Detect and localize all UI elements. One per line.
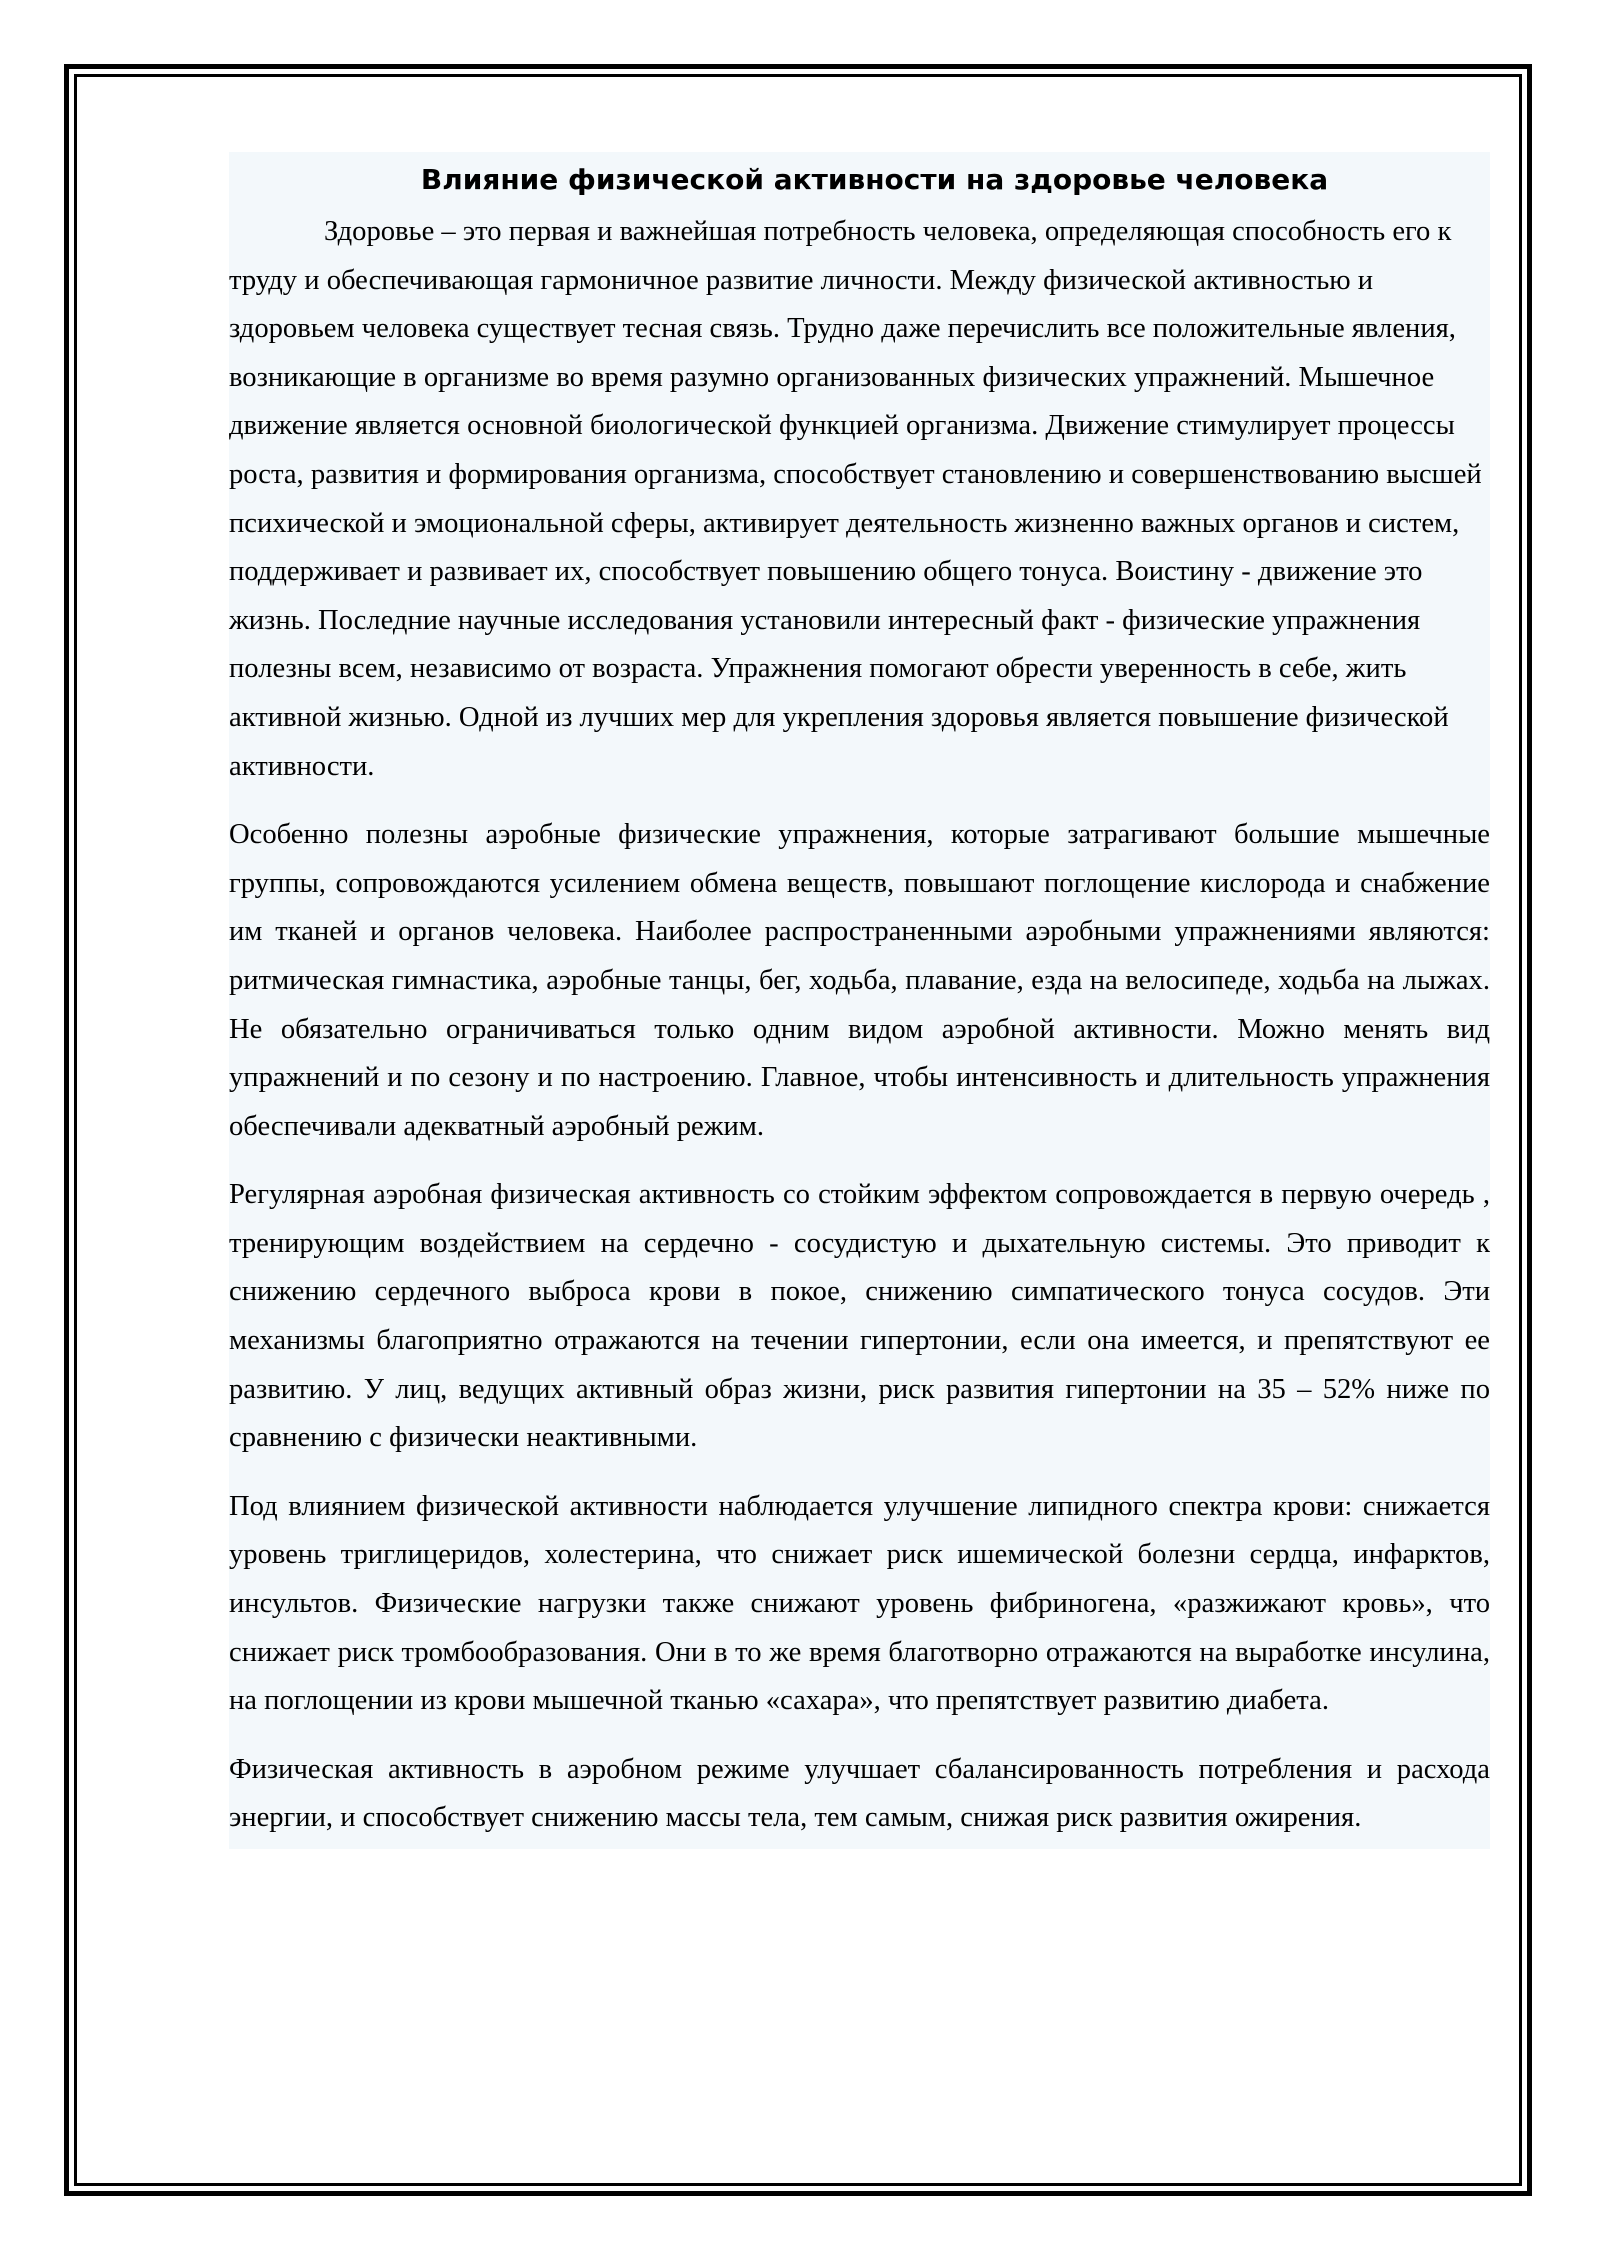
paragraph-aerobic-exercise: Особенно полезны аэробные физические упражнения, которые затрагивают большие мышечные группы, сопровождаются усилением обмена веществ, повышают поглощение кислорода и снабжение им тканей и органов человека. Наиболее распространенными аэробными упражнениями являются: ритмическая гимнастика, аэробные танцы, бег, ходьба, плавание, езда на велосипеде, ходьба на лыжах. Не обязательно ограничиваться только одним видом аэробной активности. Можно менять вид упражнений и по сезону и по настроению. Главное, чтобы интенсивность и длительность упражнения обеспечивали адекватный аэробный режим.: [229, 819, 1490, 1142]
paragraph-cardiovascular-effects: Регулярная аэробная физическая активность со стойким эффектом сопровождается в первую очередь , тренирующим воздействием на сердечно - сосудистую и дыхательную системы. Это приводит к снижению сердечного выброса крови в покое, снижению симпатического тонуса сосудов. Эти механизмы благоприятно отражаются на течении гипертонии, если она имеется, и препятствуют ее развитию. У лиц, ведущих активный образ жизни, риск развития гипертонии на 35 – 52% ниже по сравнению с физически неактивными.: [229, 1179, 1490, 1454]
paragraph-intro: Здоровье – это первая и важнейшая потребность человека, определяющая способность его к труду и обеспечивающая гармоничное развитие личности. Между физической активностью и здоровьем человека существует тесная связь. Трудно даже перечислить все положительные явления, возникающие в организме во время разумно организованных физических упражнений. Мышечное движение является основной биологической функцией организма. Движение стимулирует процессы роста, развития и формирования организма, способствует становлению и совершенствованию высшей психической и эмоциональной сферы, активирует деятельность жизненно важных органов и систем, поддерживает и развивает их, способствует повышению общего тонуса. Воистину - движение это жизнь. Последние научные исследования установили интересный факт - физические упражнения полезны всем, независимо от возраста. Упражнения помогают обрести уверенность в себе, жить активной жизнью. Одной из лучших мер для укрепления здоровья является повышение физической активности.: [229, 216, 1482, 782]
document-body: [229, 152, 1490, 1849]
document-title: Влияние физической активности на здоровье человека: [420, 163, 1329, 196]
paragraph-blood-lipids: Под влиянием физической активности наблюдается улучшение липидного спектра крови: снижается уровень триглицеридов, холестерина, что снижает риск ишемической болезни сердца, инфарктов, инсультов. Физические нагрузки также снижают уровень фибриногена, «разжижают кровь», что снижает риск тромбообразования. Они в то же время благотворно отражаются на выработке инсулина, на поглощении из крови мышечной тканью «сахара», что препятствует развитию диабета.: [229, 1490, 1490, 1717]
paragraph-energy-balance: Физическая активность в аэробном режиме улучшает сбалансированность потребления и расхода энергии, и способствует снижению массы тела, тем самым, снижая риск развития ожирения.: [229, 1753, 1490, 1834]
